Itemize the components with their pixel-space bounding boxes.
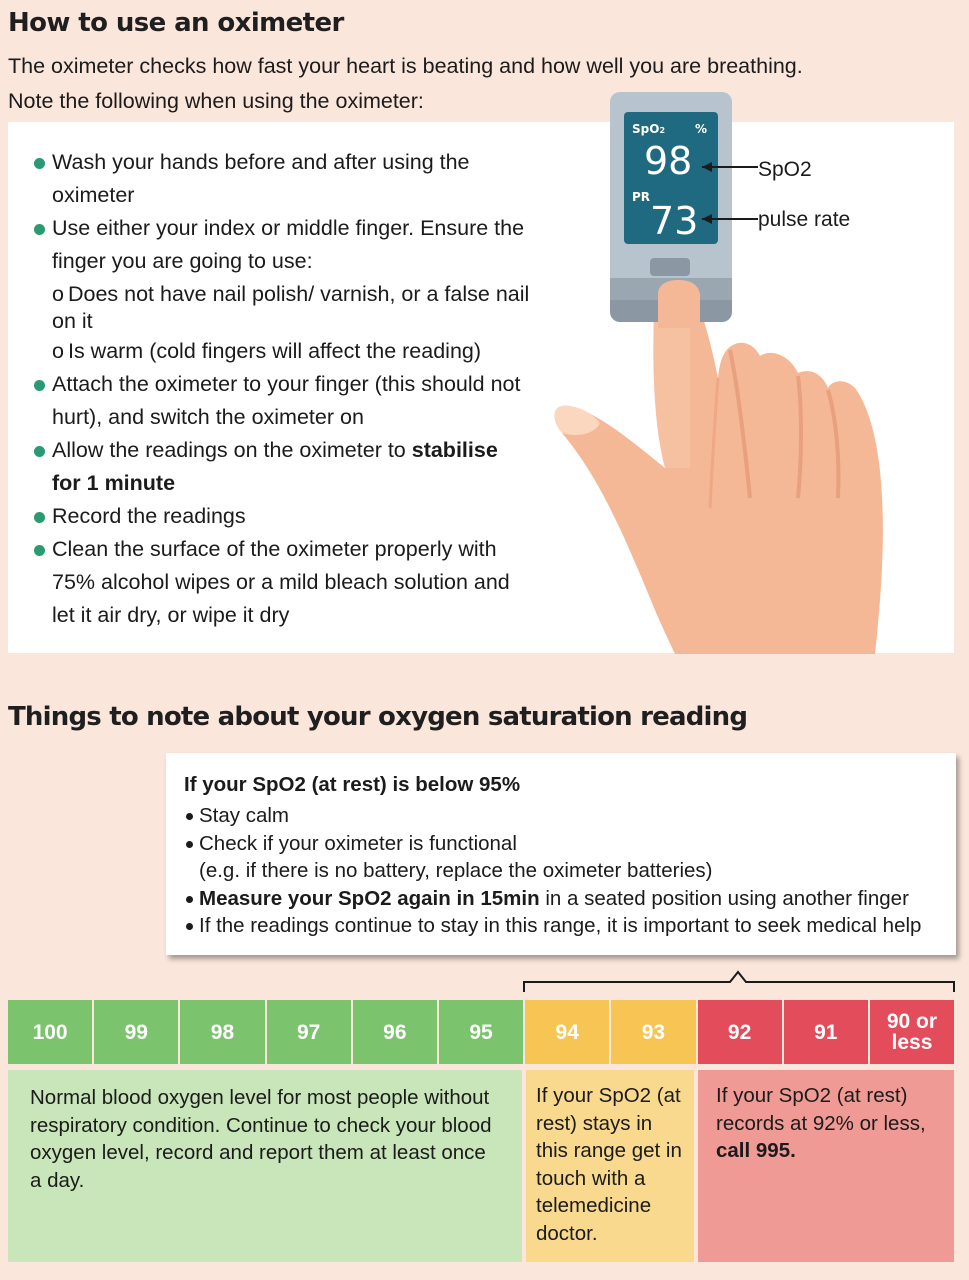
scale-cell: 91 bbox=[784, 1000, 868, 1064]
scale-cell: 97 bbox=[267, 1000, 351, 1064]
note-list bbox=[184, 802, 938, 940]
scale-cell: 98 bbox=[180, 1000, 264, 1064]
spo2-callout-label: SpO2 bbox=[758, 158, 812, 181]
instruction-item: Use either your index or middle finger. Ensure the finger you are going to use: bbox=[30, 212, 530, 278]
instruction-item: Clean the surface of the oximeter properly with 75% alcohol wipes or a mild bleach solution and let it air dry, or wipe it dry bbox=[30, 533, 530, 632]
instruction-subitem: o Is warm (cold fingers will affect the reading) bbox=[52, 339, 482, 363]
instruction-item: Attach the oximeter to your finger (this should not hurt), and switch the oximeter on bbox=[30, 368, 530, 434]
oximeter-illustration bbox=[540, 88, 960, 654]
scale-cell: 95 bbox=[439, 1000, 523, 1064]
spo2-scale bbox=[8, 1000, 954, 1064]
instructions-list bbox=[30, 146, 530, 632]
note-intro-text: Note the following when using the oximeter: bbox=[8, 89, 424, 113]
caution-range-description: If your SpO2 (at rest) stays in this range get in touch with a telemedicine doctor. bbox=[526, 1070, 694, 1262]
note-item: If the readings continue to stay in this range, it is important to seek medical help bbox=[184, 912, 938, 940]
note-item: Stay calm bbox=[184, 802, 938, 830]
pr-label: PR bbox=[632, 190, 651, 204]
hand-illustration bbox=[554, 288, 882, 654]
note-item: Check if your oximeter is functional bbox=[184, 830, 938, 858]
note-item: (e.g. if there is no battery, replace the oximeter batteries) bbox=[199, 859, 713, 882]
pulse-callout-label: pulse rate bbox=[758, 208, 851, 231]
fingertip bbox=[658, 280, 700, 328]
scale-cell: 96 bbox=[353, 1000, 437, 1064]
scale-cell: 92 bbox=[698, 1000, 782, 1064]
note-title: If your SpO2 (at rest) is below 95% bbox=[184, 773, 521, 796]
normal-range-description: Normal blood oxygen level for most people without respiratory condition. Continue to check your blood oxygen level, record and report them at least once a day. bbox=[8, 1070, 522, 1262]
pr-value: 73 bbox=[650, 199, 699, 243]
scale-cell: 93 bbox=[611, 1000, 695, 1064]
intro-text: The oximeter checks how fast your heart is beating and how well you are breathing. bbox=[8, 54, 803, 78]
page-title: How to use an oximeter bbox=[8, 8, 344, 38]
spo2-screen-label: SpO2 bbox=[632, 122, 666, 136]
instruction-item: Record the readings bbox=[30, 500, 530, 533]
urgent-range-description: If your SpO2 (at rest) records at 92% or less, call 995. bbox=[698, 1070, 954, 1262]
section-title: Things to note about your oxygen saturation reading bbox=[8, 702, 748, 732]
instruction-subitem: o Does not have nail polish/ varnish, or a false nail on it bbox=[52, 282, 530, 333]
spo2-value: 98 bbox=[644, 139, 693, 183]
scale-cell-last: 90 or less bbox=[870, 1000, 954, 1064]
instruction-item: Wash your hands before and after using the oximeter bbox=[30, 146, 530, 212]
percent-label: % bbox=[695, 122, 708, 136]
scale-cell: 99 bbox=[94, 1000, 178, 1064]
scale-cell: 94 bbox=[525, 1000, 609, 1064]
scale-cell: 100 bbox=[8, 1000, 92, 1064]
instruction-item: Allow the readings on the oximeter to stabilise for 1 minute bbox=[30, 434, 530, 500]
below-95-note bbox=[166, 753, 956, 955]
range-bracket bbox=[522, 966, 956, 994]
note-item: Measure your SpO2 again in 15min in a seated position using another finger bbox=[184, 885, 938, 913]
